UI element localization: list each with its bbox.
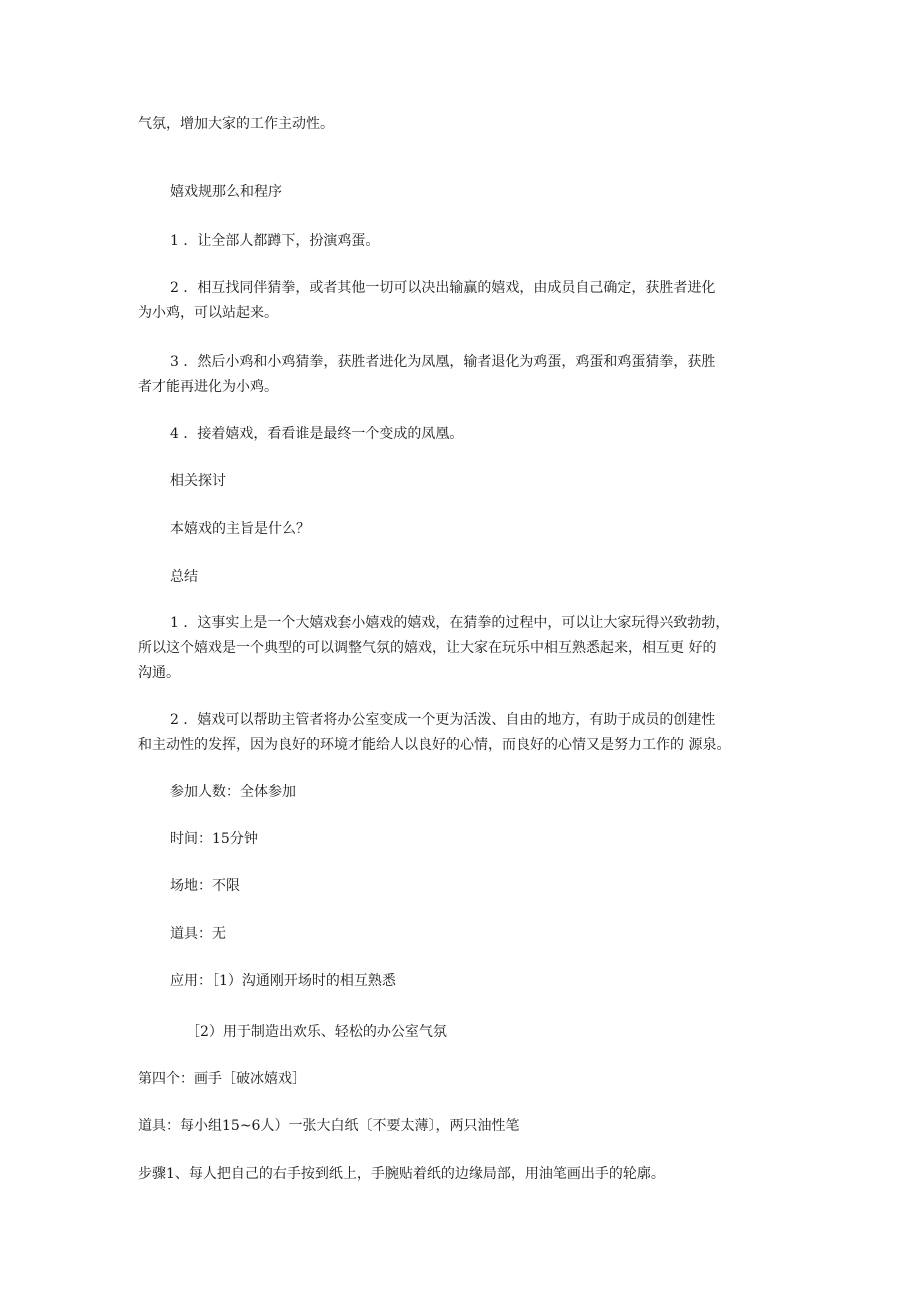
summary-point-1-line-2: 所以这个嬉戏是一个典型的可以调整气氛的嬉戏，让大家在玩乐中相互熟悉起来，相互更 好的 bbox=[138, 640, 717, 656]
section-4-title: 第四个：画手［破冰嬉戏］ bbox=[138, 1071, 306, 1087]
time-line: 时间：15分钟 bbox=[170, 831, 258, 847]
props-line: 道具：无 bbox=[170, 926, 226, 942]
application-line-1: 应用：［1）沟通刚开场时的相互熟悉 bbox=[170, 973, 396, 989]
summary-point-1-line-1: 1 ．这事实上是一个大嬉戏套小嬉戏的嬉戏，在猜拳的过程中，可以让大家玩得兴致勃勃， bbox=[170, 615, 730, 631]
intro-paragraph: 气氛，增加大家的工作主动性。 bbox=[138, 116, 334, 132]
summary-point-2-line-2: 和主动性的发挥，因为良好的环境才能给人以良好的心情，而良好的心情又是努力工作的 源泉。 bbox=[138, 737, 731, 753]
rule-step-2-line-1: 2 ．相互找同伴猜拳，或者其他一切可以决出输赢的嬉戏，由成员自己确定，获胜者进化 bbox=[170, 280, 716, 296]
rule-step-3-line-2: 者才能再进化为小鸡。 bbox=[138, 379, 278, 395]
summary-point-1-line-3: 沟通。 bbox=[138, 665, 180, 681]
participants-line: 参加人数：全体参加 bbox=[170, 784, 296, 800]
rule-step-1: 1 ．让全部人都蹲下，扮演鸡蛋。 bbox=[170, 233, 380, 249]
section-4-props: 道具：每小组15~6人）一张大白纸〔不要太薄〕，两只油性笔 bbox=[138, 1118, 520, 1134]
summary-heading: 总结 bbox=[170, 569, 198, 585]
rule-step-2-line-2: 为小鸡，可以站起来。 bbox=[138, 305, 278, 321]
section-4-step-1: 步骤1、每人把自己的右手按到纸上，手腕贴着纸的边缘局部，用油笔画出手的轮廓。 bbox=[138, 1166, 665, 1182]
rule-step-3-line-1: 3 ．然后小鸡和小鸡猜拳，获胜者进化为凤凰，输者退化为鸡蛋，鸡蛋和鸡蛋猜拳，获胜 bbox=[170, 354, 716, 370]
application-line-2: ［2）用于制造出欢乐、轻松的办公室气氛 bbox=[186, 1024, 447, 1040]
discussion-heading: 相关探讨 bbox=[170, 473, 226, 489]
discussion-question: 本嬉戏的主旨是什么？ bbox=[170, 521, 310, 537]
venue-line: 场地：不限 bbox=[170, 878, 240, 894]
summary-point-2-line-1: 2 ．嬉戏可以帮助主管者将办公室变成一个更为活泼、自由的地方，有助于成员的创建性 bbox=[170, 712, 716, 728]
rule-step-4: 4 ．接着嬉戏，看看谁是最终一个变成的凤凰。 bbox=[170, 426, 464, 442]
rules-heading: 嬉戏规那么和程序 bbox=[170, 184, 282, 200]
